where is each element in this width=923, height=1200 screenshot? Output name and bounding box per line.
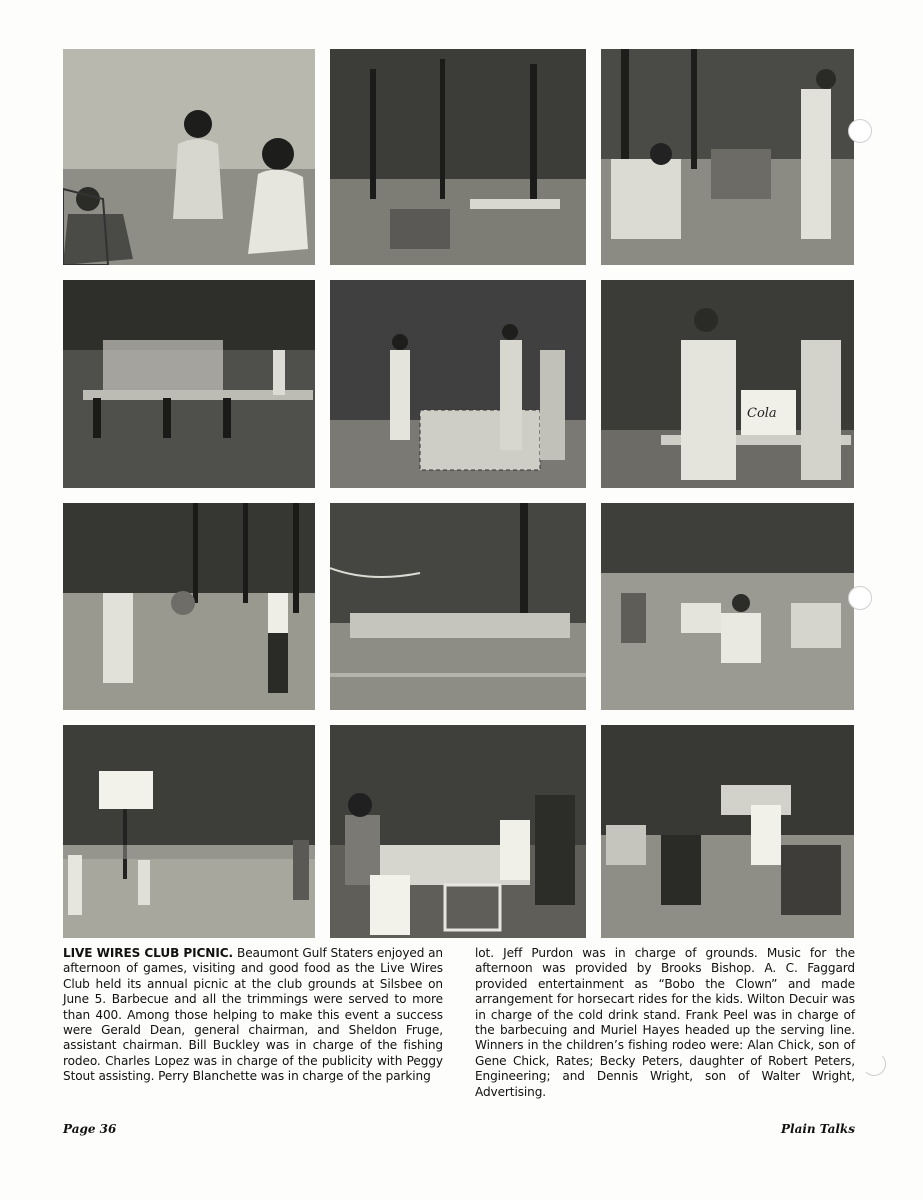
article-body — [63, 946, 855, 1100]
photo-lawn-chair-visitors — [601, 725, 854, 938]
article-column-left — [63, 946, 443, 1100]
page-number: Page 36 — [63, 1122, 117, 1136]
photo-family-dining-table — [330, 725, 586, 938]
photo-picnic-grounds-wide — [330, 503, 586, 710]
publication-name: Plain Talks — [780, 1122, 855, 1136]
article-column-right — [475, 946, 855, 1100]
photo-children-walking — [63, 503, 315, 710]
binder-hole-bottom — [862, 1052, 886, 1076]
photo-group-gathering — [601, 49, 854, 265]
article-text-part2: lot. Jeff Purdon was in charge of grounds. Music for the afternoon was provided by Brooks Bishop. A. C. Faggard provided entertainment as “Bobo the Clown” and made arrangement for horsecart rides for the kids. Wilton Decuir was in charge of the cold drink stand. Frank Peel was in charge of the barbecuing and Muriel Hayes headed up the serving line. Winners in the children’s fishing rodeo were: Alan Chick, son of Gene Chick, Rates; Becky Peters, daughter of Robert Peters, Engineering; and Dennis Wright, son of Walter Wright, Advertising. — [475, 946, 855, 1099]
article-headline: LIVE WIRES CLUB PICNIC. — [63, 946, 233, 960]
svg-text:Cola: Cola — [747, 406, 777, 421]
binder-hole-top — [848, 119, 872, 143]
photo-group-on-grass — [601, 503, 854, 710]
binder-hole-middle — [848, 586, 872, 610]
photo-fishing-pier — [63, 280, 315, 488]
photo-women-lawn-chairs — [63, 49, 315, 265]
photo-serving-line — [330, 280, 586, 488]
article-text-part1: Beaumont Gulf Staters enjoyed an afternoon of games, visiting and good food as the Live Wires Club held its annual picnic at the club grounds at Silsbee on June 5. Barbecue and all the trimmings were served to more than 400. Among those helping to make this event a success were Gerald Dean, general chairman, and Sheldon Fruge, assistant chairman. Bill Buckley was in charge of the fishing rodeo. Charles Lopez was in charge of the publicity with Peggy Stout assisting. Perry Blanchette was in charge of the parking — [63, 946, 443, 1084]
photo-grid — [63, 49, 855, 937]
photo-picnic-tables-woods — [330, 49, 586, 265]
page-footer — [63, 1122, 855, 1136]
photo-basketball-court — [63, 725, 315, 938]
photo-cold-drink-stand — [601, 280, 854, 488]
